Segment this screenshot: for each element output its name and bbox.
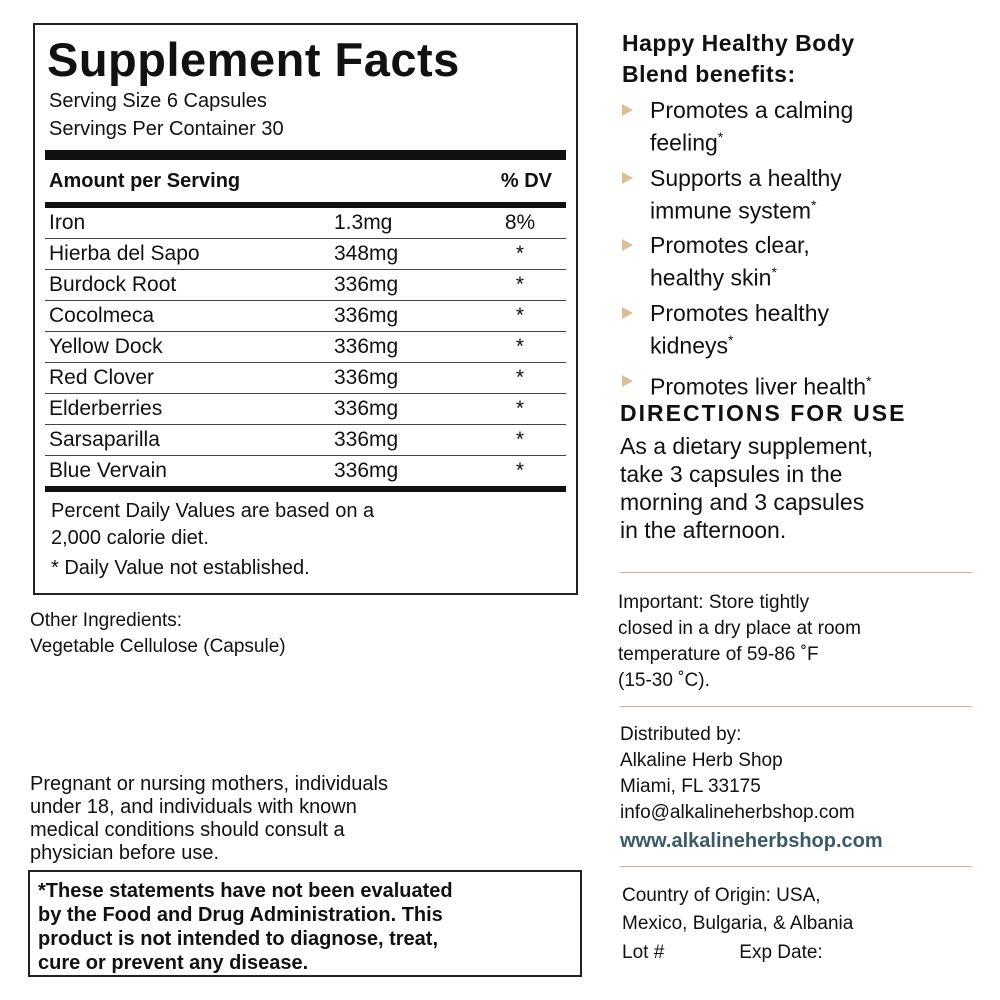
ingredient-amount: 336mg <box>334 270 474 301</box>
warning-line: Pregnant or nursing mothers, individuals <box>30 773 388 795</box>
ingredient-dv: * <box>474 239 566 270</box>
benefits-title-line: Blend benefits: <box>622 61 796 87</box>
fda-disclaimer-box <box>28 870 582 977</box>
other-ingredients-label: Other Ingredients: <box>30 610 183 631</box>
ingredient-name: Cocolmeca <box>45 301 334 332</box>
directions-title: DIRECTIONS FOR USE <box>620 400 907 426</box>
fda-line: cure or prevent any disease. <box>38 952 309 974</box>
storage-line: (15-30 ˚C). <box>618 670 710 691</box>
benefits-title <box>622 28 855 90</box>
origin-line: Mexico, Bulgaria, & Albania <box>622 913 854 934</box>
ingredient-name: Blue Vervain <box>49 459 167 482</box>
ingredient-dv: * <box>474 270 566 301</box>
distributor-email: info@alkalineherbshop.com <box>620 802 855 823</box>
benefit-text: kidneys <box>650 332 728 359</box>
benefit-asterisk: * <box>717 129 724 145</box>
benefit-asterisk: * <box>811 196 817 213</box>
ingredient-name: Yellow Dock <box>45 332 334 363</box>
directions-line: take 3 capsules in the <box>620 461 843 487</box>
warning-line: physician before use. <box>30 842 220 864</box>
directions-text <box>620 432 980 544</box>
ingredient-dv: * <box>474 332 566 363</box>
triangle-bullet-icon <box>622 172 633 184</box>
ingredient-amount: 336mg <box>334 459 399 482</box>
ingredient-amount: 336mg <box>334 363 474 394</box>
facts-title: Supplement Facts <box>47 33 460 86</box>
ingredient-row <box>45 456 566 487</box>
triangle-bullet-icon <box>622 104 633 116</box>
ingredient-amount: 1.3mg <box>334 208 474 239</box>
serving-size: Serving Size 6 Capsules <box>49 90 267 112</box>
benefit-text: healthy skin <box>650 264 772 291</box>
benefits-list <box>620 97 990 408</box>
ingredient-dv: 8% <box>474 208 566 239</box>
benefit-item <box>620 368 990 401</box>
ingredient-dv: * <box>474 363 566 394</box>
benefit-item <box>620 300 990 360</box>
divider-medium <box>45 486 566 492</box>
distributor-url: www.alkalineherbshop.com <box>620 830 883 852</box>
fda-line: *These statements have not been evaluated <box>38 880 453 902</box>
ingredient-dv: * <box>474 394 566 425</box>
benefit-text: Supports a healthy <box>650 164 842 191</box>
lot-exp-row <box>622 942 823 964</box>
directions-line: morning and 3 capsules <box>620 489 865 515</box>
ingredient-row <box>45 239 566 270</box>
benefit-text: Promotes healthy <box>650 299 829 326</box>
triangle-bullet-icon <box>622 307 633 319</box>
exp-date-label: Exp Date: <box>739 942 823 963</box>
footnote-line: 2,000 calorie diet. <box>51 527 209 549</box>
divider-rule <box>620 866 972 867</box>
ingredients-table <box>45 208 566 486</box>
dv-header: % DV <box>500 169 552 192</box>
directions-line: in the afternoon. <box>620 517 787 543</box>
triangle-bullet-icon <box>622 239 633 251</box>
directions-line: As a dietary supplement, <box>620 433 874 459</box>
origin-line: Country of Origin: USA, <box>622 885 821 906</box>
storage-note <box>618 590 978 694</box>
amount-header: Amount per Serving <box>49 169 241 192</box>
benefit-text: Promotes clear, <box>650 232 810 259</box>
benefit-text: feeling <box>650 129 718 156</box>
divider-thick <box>45 150 566 160</box>
ingredient-amount: 336mg <box>334 394 474 425</box>
distributor-label: Distributed by: <box>620 724 742 745</box>
ingredient-name: Elderberries <box>45 394 334 425</box>
storage-line: closed in a dry place at room <box>618 618 861 639</box>
pregnancy-warning <box>30 773 570 865</box>
warning-line: under 18, and individuals with known <box>30 796 357 818</box>
fda-line: product is not intended to diagnose, treat, <box>38 928 439 950</box>
benefit-asterisk: * <box>771 264 777 281</box>
servings-per-container: Servings Per Container 30 <box>49 118 284 140</box>
ingredient-row <box>45 208 566 239</box>
dv-footnote <box>51 498 566 582</box>
benefit-asterisk: * <box>866 372 872 389</box>
ingredient-row <box>45 332 566 363</box>
triangle-bullet-icon <box>622 375 633 387</box>
ingredient-row <box>45 363 566 394</box>
benefit-text: immune system <box>650 197 812 224</box>
benefit-text: Promotes liver health <box>650 373 867 400</box>
footnote-line: Percent Daily Values are based on a <box>51 500 375 522</box>
supplement-facts-panel <box>33 23 578 595</box>
warning-line: medical conditions should consult a <box>30 819 345 841</box>
ingredient-row <box>45 425 566 456</box>
distributor-block <box>620 722 883 854</box>
storage-line: Important: Store tightly <box>618 592 810 613</box>
distributor-name: Alkaline Herb Shop <box>620 750 783 771</box>
divider-rule <box>620 572 972 573</box>
ingredient-name: Iron <box>45 208 334 239</box>
ingredient-name: Burdock Root <box>45 270 334 301</box>
ingredient-dv: * <box>474 425 566 456</box>
benefits-title-line: Happy Healthy Body <box>622 30 855 56</box>
ingredient-dv: * <box>515 459 525 482</box>
benefit-asterisk: * <box>727 331 734 348</box>
ingredient-dv: * <box>474 301 566 332</box>
other-ingredients-value: Vegetable Cellulose (Capsule) <box>30 636 286 657</box>
distributor-city: Miami, FL 33175 <box>620 776 761 797</box>
ingredient-row <box>45 394 566 425</box>
ingredient-row <box>45 270 566 301</box>
divider-rule <box>620 706 972 707</box>
benefit-text: Promotes a calming <box>650 97 854 123</box>
origin-block <box>622 882 853 938</box>
storage-line: temperature of 59-86 ˚F <box>618 644 819 665</box>
lot-label: Lot # <box>622 942 665 963</box>
ingredient-name: Sarsaparilla <box>45 425 334 456</box>
benefit-item <box>620 165 990 225</box>
ingredient-amount: 336mg <box>334 425 474 456</box>
fda-line: by the Food and Drug Administration. This <box>38 904 443 926</box>
amount-header-row <box>45 160 566 202</box>
ingredient-name: Hierba del Sapo <box>45 239 334 270</box>
benefit-item <box>620 232 990 292</box>
ingredient-amount: 336mg <box>334 332 474 363</box>
ingredient-name: Red Clover <box>45 363 334 394</box>
ingredient-amount: 336mg <box>334 301 474 332</box>
not-established-note: * Daily Value not established. <box>51 557 310 579</box>
ingredient-amount: 348mg <box>334 239 474 270</box>
benefit-item <box>620 97 990 157</box>
ingredient-row <box>45 301 566 332</box>
other-ingredients <box>30 608 286 660</box>
